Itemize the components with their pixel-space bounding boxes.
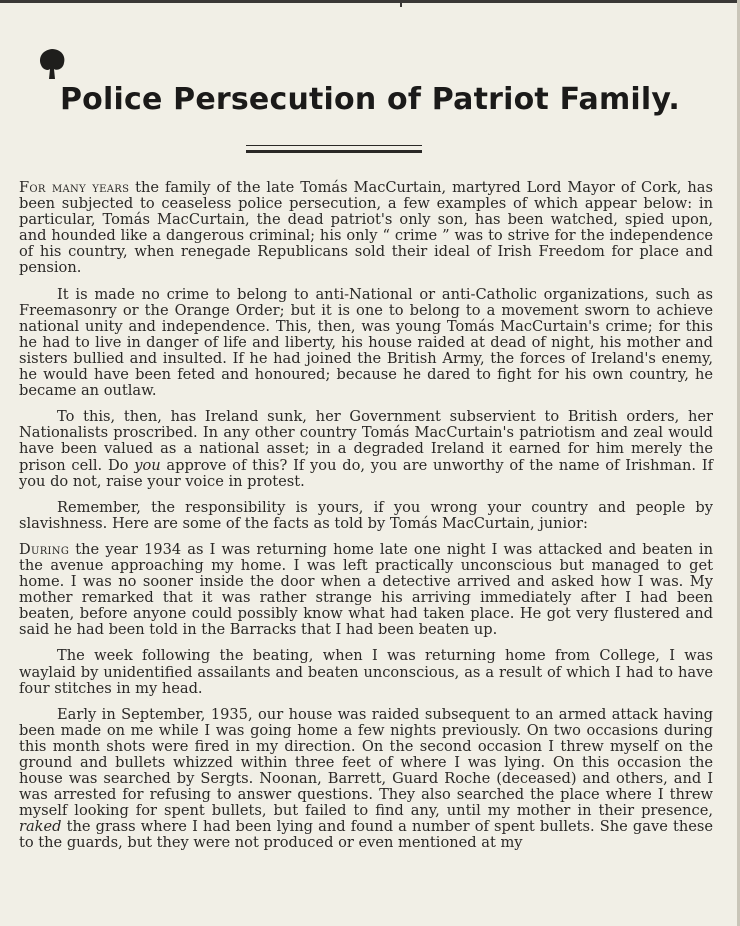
title-divider-thick: [246, 150, 422, 153]
article-body: [19, 180, 713, 862]
emphasis-word: you: [134, 456, 161, 474]
paragraph-ireland-sunk: [19, 409, 713, 489]
paragraph-text: Early in September, 1935, our house was raided subsequent to an armed attack having been made on me while I was going home a few nights previously. On two occasions during this month shots were fired in my direction. On the second occasion I threw myself on the ground and bullets whizzed within three feet of where I was lying. On this occasion the house was searched by Sergts. Noonan, Barrett, Guard Roche (deceased) and others, and I was arrested for refusing to answer questions. They also searched the place where I threw myself looking for spent bullets, but failed to find any, until my mother in their presence,: [19, 705, 713, 820]
paragraph-text: the year 1934 as I was returning home late one night I was attacked and beaten in the avenue approaching my home. I was left practically unconscious but managed to get home. I was no sooner inside the door when a detective arrived and asked how I was. My mother remarked that it was rather strange his arriving immediately after I had been beaten, before anyone could possibly know what had taken place. He got very flustered and said he had been told in the Barracks that I had been beaten up.: [19, 540, 713, 639]
paragraph-text: the grass where I had been lying and found a number of spent bullets. She gave these to the guards, but they were not produced or even mentioned at my: [19, 818, 713, 852]
paragraph-beating: The week following the beating, when I was returning home from College, I was waylaid by unidentified assailants and beaten unconscious, as a result of which I had to have four stitches in my head.: [19, 647, 713, 697]
paragraph-september-1935: [19, 707, 713, 852]
drop-lead: For many years: [19, 179, 130, 196]
paragraph-text: the family of the late Tomás MacCurtain, martyred Lord Mayor of Cork, has been subjected to ceaseless police persecution, a few examples of which appear below: in particular, Tomás MacCurtain, the dead patriot's only son, has been watched, spied upon, and hounded like a dangerous criminal; his only “ crime ” was to strive for the independence of his country, when renegade Republicans sold their ideal of Irish Freedom for place and pension.: [19, 179, 713, 277]
paragraph-testimony-1934: [19, 542, 713, 639]
emphasis-word: raked: [19, 818, 62, 836]
leaf-ornament-icon: [37, 48, 67, 82]
drop-lead: During: [19, 540, 70, 558]
paragraph-text: To this, then, has Ireland sunk, her Government subservient to British orders, her Nationalists proscribed. In any other country Tomás MacCurtain's patriotism and zeal would have been valued as a national asset; in a degraded Ireland it earned for him merely the prison cell. Do: [19, 408, 713, 474]
title-divider-thin: [246, 145, 422, 146]
page-title: Police Persecution of Patriot Family.: [60, 82, 680, 117]
top-border-tick: [400, 0, 402, 7]
paragraph-intro: [19, 180, 713, 277]
paragraph-text: approve of this? If you do, you are unworthy of the name of Irishman. If you do not, raise your voice in protest.: [19, 456, 713, 490]
paragraph-responsibility: Remember, the responsibility is yours, if you wrong your country and people by slavishness. Here are some of the facts as told by Tomás MacCurtain, junior:: [19, 498, 713, 532]
top-border-rule: [0, 0, 740, 3]
paragraph-crime: It is made no crime to belong to anti-National or anti-Catholic organizations, such as Freemasonry or the Orange Order; but it is one to belong to a movement sworn to achieve national unity and independence. This, then, was young Tomás MacCurtain's crime; for this he had to live in danger of life and liberty, his house raided at dead of night, his mother and sisters bullied and insulted. If he had joined the British Army, the forces of Ireland's enemy, he would have been feted and honoured; because he dared to fight for his own country, he became an outlaw.: [19, 285, 713, 400]
